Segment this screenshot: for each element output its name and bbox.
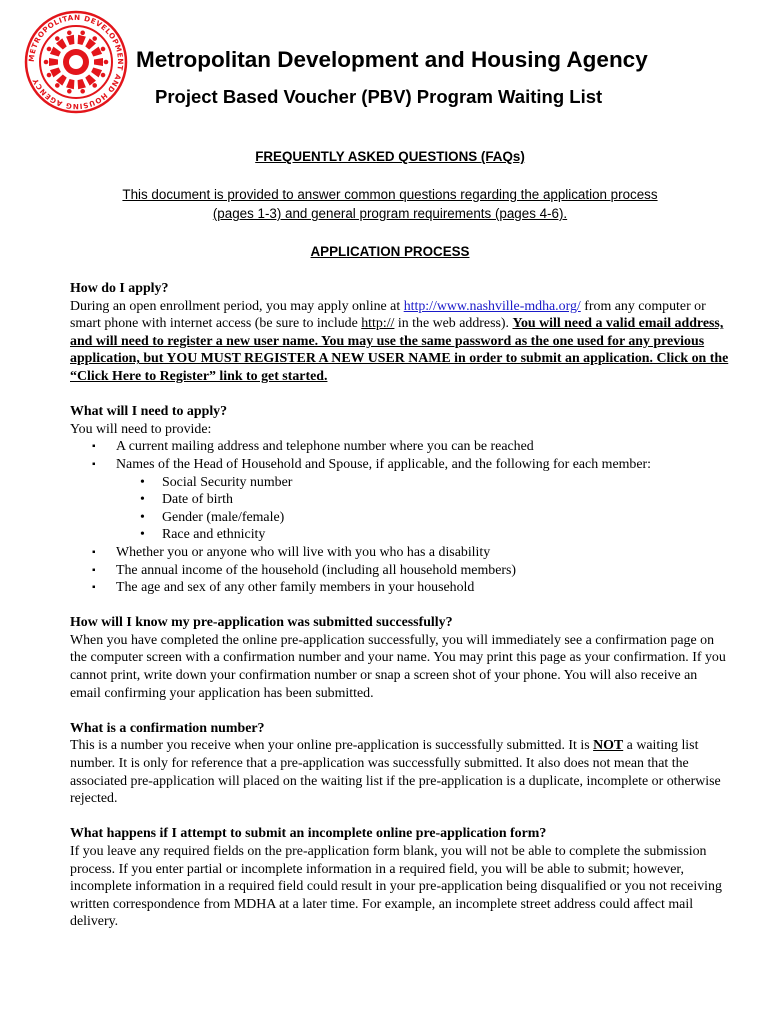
requirements-list <box>70 438 730 473</box>
not-emphasis: NOT <box>593 738 624 754</box>
answer-text: This is a number you receive when your online pre-application is successfully submitted. It is <box>70 738 594 754</box>
logo-figure <box>76 30 87 46</box>
bullet-marker: ▪ <box>92 564 96 576</box>
list-item <box>70 474 730 492</box>
list-item <box>70 509 730 527</box>
list-item-text: The age and sex of any other family members in your household <box>116 580 475 596</box>
question-heading: How do I apply? <box>70 281 169 296</box>
list-item-text: Gender (male/female) <box>162 509 285 525</box>
faq-heading: FREQUENTLY ASKED QUESTIONS (FAQs) <box>255 149 525 164</box>
question-heading: How will I know my pre-application was submitted successfully? <box>70 615 453 631</box>
answer-paragraph <box>70 298 730 386</box>
http-prefix-text: http:// <box>361 316 395 332</box>
answer-text: in the web address). <box>394 316 513 332</box>
list-item <box>70 526 730 544</box>
question-heading: What will I need to apply? <box>70 404 228 420</box>
intro-paragraph <box>70 185 710 223</box>
logo-figure <box>90 66 106 79</box>
faq-confirmation-number <box>70 720 730 808</box>
requirements-intro: You will need to provide: <box>70 421 212 437</box>
logo-figure <box>65 30 76 46</box>
bullet-marker: • <box>140 492 145 508</box>
list-item <box>70 456 730 474</box>
answer-text: from any computer or smart phone with internet access (be sure to include <box>70 298 706 332</box>
logo-figure <box>65 79 76 95</box>
bullet-marker: ▪ <box>92 441 96 453</box>
answer-paragraph: When you have completed the online pre-application successfully, you will immediately see a confirmation page on the computer screen with a confirmation number and your name. You may print this page as your confirmation. If you cannot print, write down your confirmation number or snap a screen shot of your phone. You will also receive an email confirming your application has been submitted. <box>70 632 726 701</box>
bullet-marker: • <box>140 474 145 490</box>
logo-ring-text: METROPOLITAN DEVELOPMENT AND HOUSING AGENCY <box>26 12 126 112</box>
list-item <box>70 579 730 597</box>
faq-incomplete-form <box>70 825 730 931</box>
logo-figure <box>94 58 108 66</box>
intro-line-2: (pages 1-3) and general program requirements (pages 4-6). <box>212 206 568 221</box>
member-info-list <box>70 474 730 544</box>
faq-submission-confirmation <box>70 614 730 702</box>
logo-figure <box>45 44 61 57</box>
answer-paragraph <box>70 737 730 807</box>
answer-text: a waiting list number. It is only for reference that a pre-application was successfully submitted. It also does not mean that the associated pre-application will placed on the waiting list if the pre-application is a duplicate, incomplete or otherwise rejected. <box>70 738 721 807</box>
question-heading: What happens if I attempt to submit an incomplete online pre-application form? <box>70 826 547 842</box>
list-item-text: Whether you or anyone who will live with you who has a disability <box>116 544 491 560</box>
list-item-text: Social Security number <box>162 474 293 490</box>
answer-paragraph: If you leave any required fields on the pre-application form blank, you will not be able to complete the submission process. If you enter partial or incomplete information in a required field, you will be able to submit; however, incomplete information in a required field could result in your pre-application being disqualified or you not receiving written correspondence from MDHA at a later time. For example, an incomplete street address could affect mail delivery. <box>70 844 722 930</box>
answer-text: During an open enrollment period, you may apply online at <box>70 298 404 314</box>
intro-line-1: This document is provided to answer common questions regarding the application process <box>122 187 658 202</box>
list-item-text: Date of birth <box>162 492 233 508</box>
list-item <box>70 544 730 562</box>
bullet-marker: • <box>140 509 145 525</box>
question-heading: What is a confirmation number? <box>70 720 265 736</box>
registration-instructions: You will need a valid email address, and will need to register a new user name. You may use the same password as the one used for any previous application, but YOU MUST REGISTER A NEW USER NAME in order to submit an application. Click on the “Click Here to Register” link to get started. <box>70 316 729 384</box>
bullet-marker: • <box>140 527 145 543</box>
list-item-text: Names of the Head of Household and Spouse, if applicable, and the following for each member: <box>116 456 652 472</box>
logo-figure <box>45 66 61 79</box>
bullet-marker: ▪ <box>92 546 96 558</box>
faq-how-to-apply <box>70 280 730 386</box>
faq-content <box>70 280 730 949</box>
logo-figure <box>76 79 87 95</box>
logo-figure <box>90 44 106 57</box>
page-subtitle: Project Based Voucher (PBV) Program Waiting List <box>155 86 603 107</box>
mdha-logo <box>24 10 128 114</box>
list-item-text: The annual income of the household (including all household members) <box>116 562 517 578</box>
bullet-marker: ▪ <box>92 582 96 594</box>
mdha-website-link[interactable]: http://www.nashville-mdha.org/ <box>403 298 581 314</box>
list-item <box>70 491 730 509</box>
list-item <box>70 438 730 456</box>
requirements-list-continued <box>70 544 730 597</box>
list-item-text: A current mailing address and telephone number where you can be reached <box>116 439 534 455</box>
page-title: Metropolitan Development and Housing Agency <box>136 47 648 72</box>
logo-figure <box>44 58 58 66</box>
bullet-marker: ▪ <box>92 458 96 470</box>
section-heading: APPLICATION PROCESS <box>310 244 470 259</box>
list-item-text: Race and ethnicity <box>162 527 266 543</box>
list-item <box>70 562 730 580</box>
faq-what-needed <box>70 403 730 597</box>
